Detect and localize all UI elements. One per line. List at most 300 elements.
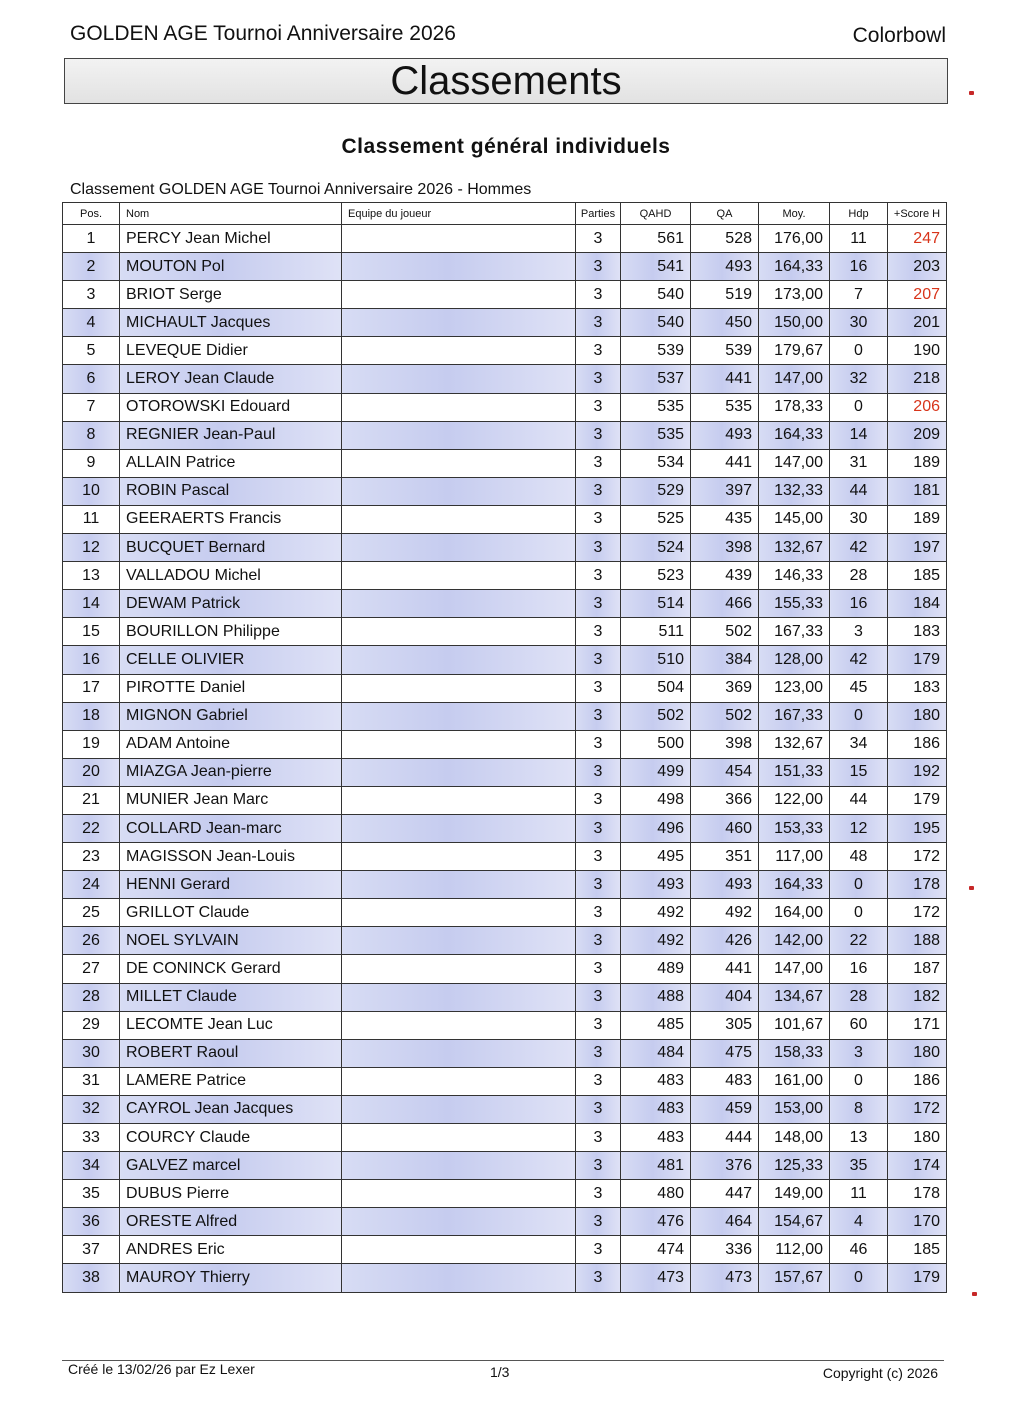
cell-score: 174 <box>888 1152 947 1180</box>
cell-avg: 122,00 <box>759 786 830 814</box>
cell-name: NOEL SYLVAIN <box>120 927 342 955</box>
cell-avg: 112,00 <box>759 1236 830 1264</box>
cell-hdp: 35 <box>830 1152 888 1180</box>
cell-games: 3 <box>576 590 621 618</box>
cell-avg: 167,33 <box>759 702 830 730</box>
cell-avg: 164,00 <box>759 899 830 927</box>
table-row <box>63 534 947 562</box>
cell-qahd: 537 <box>621 365 691 393</box>
cell-qa: 473 <box>691 1264 759 1292</box>
cell-hdp: 60 <box>830 1011 888 1039</box>
cell-avg: 101,67 <box>759 1011 830 1039</box>
table-row <box>63 1095 947 1123</box>
cell-qa: 493 <box>691 871 759 899</box>
cell-games: 3 <box>576 786 621 814</box>
cell-qa: 398 <box>691 534 759 562</box>
cell-team <box>342 646 576 674</box>
cell-score: 188 <box>888 927 947 955</box>
cell-hdp: 44 <box>830 477 888 505</box>
cell-games: 3 <box>576 1208 621 1236</box>
table-row <box>63 1011 947 1039</box>
cell-pos: 17 <box>63 674 120 702</box>
cell-games: 3 <box>576 1264 621 1292</box>
cell-score: 180 <box>888 702 947 730</box>
cell-team <box>342 983 576 1011</box>
cell-hdp: 12 <box>830 814 888 842</box>
cell-score: 247 <box>888 225 947 253</box>
table-row <box>63 1208 947 1236</box>
table-row <box>63 449 947 477</box>
cell-score: 190 <box>888 337 947 365</box>
cell-games: 3 <box>576 1124 621 1152</box>
cell-hdp: 42 <box>830 646 888 674</box>
cell-qahd: 535 <box>621 393 691 421</box>
cell-team <box>342 365 576 393</box>
cell-avg: 153,33 <box>759 814 830 842</box>
cell-score: 179 <box>888 1264 947 1292</box>
cell-hdp: 3 <box>830 1039 888 1067</box>
cell-hdp: 22 <box>830 927 888 955</box>
cell-games: 3 <box>576 730 621 758</box>
cell-qahd: 535 <box>621 421 691 449</box>
cell-qa: 535 <box>691 393 759 421</box>
cell-avg: 117,00 <box>759 843 830 871</box>
cell-name: MOUTON Pol <box>120 253 342 281</box>
cell-pos: 29 <box>63 1011 120 1039</box>
cell-avg: 167,33 <box>759 618 830 646</box>
cell-games: 3 <box>576 1039 621 1067</box>
cell-qahd: 483 <box>621 1095 691 1123</box>
cell-hdp: 0 <box>830 899 888 927</box>
cell-qa: 475 <box>691 1039 759 1067</box>
cell-pos: 11 <box>63 505 120 533</box>
cell-qa: 493 <box>691 421 759 449</box>
cell-games: 3 <box>576 1180 621 1208</box>
cell-qahd: 473 <box>621 1264 691 1292</box>
cell-team <box>342 534 576 562</box>
cell-avg: 134,67 <box>759 983 830 1011</box>
cell-score: 171 <box>888 1011 947 1039</box>
cell-score: 172 <box>888 843 947 871</box>
cell-team <box>342 758 576 786</box>
section-subtitle: Classement général individuels <box>341 135 671 158</box>
cell-score: 203 <box>888 253 947 281</box>
cell-qahd: 489 <box>621 955 691 983</box>
margin-mark <box>969 886 974 890</box>
cell-qahd: 499 <box>621 758 691 786</box>
cell-hdp: 3 <box>830 618 888 646</box>
cell-pos: 19 <box>63 730 120 758</box>
cell-qa: 502 <box>691 702 759 730</box>
col-header-name: Nom <box>120 203 342 225</box>
table-row <box>63 309 947 337</box>
cell-score: 183 <box>888 674 947 702</box>
cell-qa: 539 <box>691 337 759 365</box>
table-row <box>63 843 947 871</box>
cell-name: LEVEQUE Didier <box>120 337 342 365</box>
cell-avg: 142,00 <box>759 927 830 955</box>
cell-pos: 24 <box>63 871 120 899</box>
cell-avg: 153,00 <box>759 1095 830 1123</box>
cell-hdp: 42 <box>830 534 888 562</box>
col-header-hdp: Hdp <box>830 203 888 225</box>
cell-games: 3 <box>576 393 621 421</box>
cell-avg: 132,33 <box>759 477 830 505</box>
cell-pos: 33 <box>63 1124 120 1152</box>
cell-qahd: 476 <box>621 1208 691 1236</box>
cell-qahd: 525 <box>621 505 691 533</box>
cell-qahd: 480 <box>621 1180 691 1208</box>
cell-team <box>342 1067 576 1095</box>
cell-qahd: 540 <box>621 281 691 309</box>
table-row <box>63 983 947 1011</box>
footer-copyright: Copyright (c) 2026 <box>822 1365 938 1381</box>
cell-hdp: 31 <box>830 449 888 477</box>
cell-pos: 36 <box>63 1208 120 1236</box>
cell-score: 184 <box>888 590 947 618</box>
cell-avg: 155,33 <box>759 590 830 618</box>
cell-score: 187 <box>888 955 947 983</box>
cell-hdp: 28 <box>830 562 888 590</box>
cell-qahd: 541 <box>621 253 691 281</box>
cell-qahd: 485 <box>621 1011 691 1039</box>
cell-avg: 128,00 <box>759 646 830 674</box>
cell-hdp: 16 <box>830 590 888 618</box>
cell-games: 3 <box>576 702 621 730</box>
cell-team <box>342 1236 576 1264</box>
cell-score: 186 <box>888 1067 947 1095</box>
cell-score: 180 <box>888 1124 947 1152</box>
cell-qa: 404 <box>691 983 759 1011</box>
table-row <box>63 337 947 365</box>
cell-name: LECOMTE Jean Luc <box>120 1011 342 1039</box>
cell-pos: 4 <box>63 309 120 337</box>
table-row <box>63 421 947 449</box>
cell-pos: 6 <box>63 365 120 393</box>
cell-qahd: 498 <box>621 786 691 814</box>
cell-team <box>342 814 576 842</box>
cell-score: 218 <box>888 365 947 393</box>
cell-hdp: 0 <box>830 393 888 421</box>
cell-name: CAYROL Jean Jacques <box>120 1095 342 1123</box>
cell-name: ROBERT Raoul <box>120 1039 342 1067</box>
cell-pos: 26 <box>63 927 120 955</box>
cell-qahd: 474 <box>621 1236 691 1264</box>
cell-qahd: 495 <box>621 843 691 871</box>
cell-hdp: 8 <box>830 1095 888 1123</box>
cell-name: COURCY Claude <box>120 1124 342 1152</box>
cell-pos: 30 <box>63 1039 120 1067</box>
cell-avg: 145,00 <box>759 505 830 533</box>
cell-name: DUBUS Pierre <box>120 1180 342 1208</box>
cell-score: 189 <box>888 505 947 533</box>
cell-qa: 528 <box>691 225 759 253</box>
cell-name: VALLADOU Michel <box>120 562 342 590</box>
cell-name: MAUROY Thierry <box>120 1264 342 1292</box>
cell-team <box>342 1039 576 1067</box>
cell-qa: 459 <box>691 1095 759 1123</box>
cell-qahd: 534 <box>621 449 691 477</box>
cell-qahd: 500 <box>621 730 691 758</box>
cell-games: 3 <box>576 927 621 955</box>
cell-pos: 7 <box>63 393 120 421</box>
margin-mark <box>972 1292 977 1296</box>
ranking-table <box>62 202 947 1293</box>
table-row <box>63 1039 947 1067</box>
cell-name: OTOROWSKI Edouard <box>120 393 342 421</box>
table-row <box>63 955 947 983</box>
cell-team <box>342 927 576 955</box>
cell-name: ORESTE Alfred <box>120 1208 342 1236</box>
cell-avg: 123,00 <box>759 674 830 702</box>
cell-avg: 164,33 <box>759 253 830 281</box>
cell-qa: 376 <box>691 1152 759 1180</box>
cell-avg: 173,00 <box>759 281 830 309</box>
cell-games: 3 <box>576 674 621 702</box>
cell-team <box>342 421 576 449</box>
cell-games: 3 <box>576 562 621 590</box>
cell-qa: 369 <box>691 674 759 702</box>
cell-pos: 9 <box>63 449 120 477</box>
cell-score: 207 <box>888 281 947 309</box>
table-row <box>63 1067 947 1095</box>
cell-team <box>342 1124 576 1152</box>
cell-pos: 21 <box>63 786 120 814</box>
cell-games: 3 <box>576 309 621 337</box>
cell-qahd: 502 <box>621 702 691 730</box>
table-row <box>63 871 947 899</box>
cell-games: 3 <box>576 1152 621 1180</box>
cell-score: 172 <box>888 1095 947 1123</box>
cell-name: HENNI Gerard <box>120 871 342 899</box>
footer-page-number: 1/3 <box>490 1364 510 1380</box>
cell-qahd: 481 <box>621 1152 691 1180</box>
cell-pos: 3 <box>63 281 120 309</box>
ranking-body <box>63 225 947 1293</box>
cell-qa: 336 <box>691 1236 759 1264</box>
cell-hdp: 28 <box>830 983 888 1011</box>
cell-score: 189 <box>888 449 947 477</box>
cell-games: 3 <box>576 618 621 646</box>
cell-team <box>342 393 576 421</box>
table-row <box>63 814 947 842</box>
cell-avg: 147,00 <box>759 955 830 983</box>
cell-qahd: 514 <box>621 590 691 618</box>
cell-games: 3 <box>576 843 621 871</box>
cell-team <box>342 1208 576 1236</box>
cell-name: BRIOT Serge <box>120 281 342 309</box>
cell-avg: 164,33 <box>759 871 830 899</box>
cell-pos: 35 <box>63 1180 120 1208</box>
event-title: GOLDEN AGE Tournoi Anniversaire 2026 <box>70 22 456 45</box>
cell-team <box>342 1011 576 1039</box>
col-header-qa: QA <box>691 203 759 225</box>
cell-score: 209 <box>888 421 947 449</box>
cell-pos: 32 <box>63 1095 120 1123</box>
cell-qa: 450 <box>691 309 759 337</box>
cell-pos: 10 <box>63 477 120 505</box>
cell-hdp: 16 <box>830 253 888 281</box>
cell-score: 181 <box>888 477 947 505</box>
cell-games: 3 <box>576 365 621 393</box>
cell-hdp: 16 <box>830 955 888 983</box>
cell-games: 3 <box>576 505 621 533</box>
table-row <box>63 590 947 618</box>
cell-name: LAMERE Patrice <box>120 1067 342 1095</box>
table-row <box>63 786 947 814</box>
cell-name: REGNIER Jean-Paul <box>120 421 342 449</box>
cell-score: 197 <box>888 534 947 562</box>
cell-avg: 125,33 <box>759 1152 830 1180</box>
cell-qahd: 483 <box>621 1067 691 1095</box>
table-row <box>63 1236 947 1264</box>
cell-hdp: 0 <box>830 871 888 899</box>
col-header-games: Parties <box>576 203 621 225</box>
cell-qa: 441 <box>691 365 759 393</box>
cell-team <box>342 337 576 365</box>
cell-name: ROBIN Pascal <box>120 477 342 505</box>
table-header-row <box>63 203 947 225</box>
cell-team <box>342 899 576 927</box>
cell-pos: 28 <box>63 983 120 1011</box>
cell-qa: 305 <box>691 1011 759 1039</box>
cell-team <box>342 1152 576 1180</box>
cell-pos: 38 <box>63 1264 120 1292</box>
cell-name: MILLET Claude <box>120 983 342 1011</box>
table-row <box>63 365 947 393</box>
cell-team <box>342 309 576 337</box>
table-row <box>63 1180 947 1208</box>
cell-name: GEERAERTS Francis <box>120 505 342 533</box>
col-header-pos: Pos. <box>63 203 120 225</box>
cell-qa: 447 <box>691 1180 759 1208</box>
cell-hdp: 0 <box>830 1067 888 1095</box>
cell-qa: 439 <box>691 562 759 590</box>
cell-games: 3 <box>576 758 621 786</box>
cell-qahd: 504 <box>621 674 691 702</box>
cell-team <box>342 871 576 899</box>
cell-qahd: 492 <box>621 927 691 955</box>
cell-qa: 435 <box>691 505 759 533</box>
cell-score: 179 <box>888 786 947 814</box>
table-row <box>63 225 947 253</box>
table-row <box>63 253 947 281</box>
cell-qahd: 492 <box>621 899 691 927</box>
cell-qa: 454 <box>691 758 759 786</box>
cell-hdp: 30 <box>830 309 888 337</box>
cell-score: 180 <box>888 1039 947 1067</box>
cell-name: MAGISSON Jean-Louis <box>120 843 342 871</box>
cell-games: 3 <box>576 1067 621 1095</box>
cell-qahd: 510 <box>621 646 691 674</box>
table-row <box>63 505 947 533</box>
cell-score: 182 <box>888 983 947 1011</box>
cell-score: 206 <box>888 393 947 421</box>
cell-hdp: 14 <box>830 421 888 449</box>
cell-name: MIAZGA Jean-pierre <box>120 758 342 786</box>
cell-team <box>342 477 576 505</box>
cell-name: DEWAM Patrick <box>120 590 342 618</box>
cell-team <box>342 590 576 618</box>
cell-hdp: 13 <box>830 1124 888 1152</box>
footer-created: Créé le 13/02/26 par Ez Lexer <box>68 1361 255 1377</box>
venue-name: Colorbowl <box>852 24 946 47</box>
cell-pos: 18 <box>63 702 120 730</box>
cell-avg: 176,00 <box>759 225 830 253</box>
cell-games: 3 <box>576 646 621 674</box>
cell-hdp: 30 <box>830 505 888 533</box>
cell-games: 3 <box>576 449 621 477</box>
cell-pos: 23 <box>63 843 120 871</box>
banner-title: Classements <box>390 59 622 103</box>
cell-name: COLLARD Jean-marc <box>120 814 342 842</box>
cell-qa: 366 <box>691 786 759 814</box>
cell-hdp: 48 <box>830 843 888 871</box>
cell-team <box>342 955 576 983</box>
cell-avg: 158,33 <box>759 1039 830 1067</box>
cell-name: MICHAULT Jacques <box>120 309 342 337</box>
cell-games: 3 <box>576 225 621 253</box>
table-row <box>63 646 947 674</box>
cell-qa: 441 <box>691 449 759 477</box>
cell-qa: 460 <box>691 814 759 842</box>
cell-avg: 161,00 <box>759 1067 830 1095</box>
cell-games: 3 <box>576 534 621 562</box>
col-header-qahd: QAHD <box>621 203 691 225</box>
cell-name: DE CONINCK Gerard <box>120 955 342 983</box>
cell-avg: 178,33 <box>759 393 830 421</box>
margin-mark <box>969 91 974 95</box>
table-row <box>63 1264 947 1292</box>
cell-qahd: 561 <box>621 225 691 253</box>
cell-score: 185 <box>888 1236 947 1264</box>
cell-name: MIGNON Gabriel <box>120 702 342 730</box>
cell-score: 185 <box>888 562 947 590</box>
cell-team <box>342 702 576 730</box>
cell-hdp: 32 <box>830 365 888 393</box>
cell-score: 192 <box>888 758 947 786</box>
cell-qahd: 511 <box>621 618 691 646</box>
cell-games: 3 <box>576 421 621 449</box>
cell-qa: 483 <box>691 1067 759 1095</box>
cell-games: 3 <box>576 477 621 505</box>
cell-name: PIROTTE Daniel <box>120 674 342 702</box>
cell-games: 3 <box>576 955 621 983</box>
cell-games: 3 <box>576 983 621 1011</box>
cell-games: 3 <box>576 253 621 281</box>
cell-name: ALLAIN Patrice <box>120 449 342 477</box>
cell-games: 3 <box>576 814 621 842</box>
cell-pos: 25 <box>63 899 120 927</box>
cell-games: 3 <box>576 281 621 309</box>
cell-name: GALVEZ marcel <box>120 1152 342 1180</box>
cell-qa: 426 <box>691 927 759 955</box>
cell-qa: 493 <box>691 253 759 281</box>
cell-avg: 148,00 <box>759 1124 830 1152</box>
cell-games: 3 <box>576 1011 621 1039</box>
cell-hdp: 11 <box>830 225 888 253</box>
cell-name: BUCQUET Bernard <box>120 534 342 562</box>
cell-avg: 132,67 <box>759 730 830 758</box>
cell-hdp: 7 <box>830 281 888 309</box>
table-row <box>63 1152 947 1180</box>
cell-score: 170 <box>888 1208 947 1236</box>
cell-name: ANDRES Eric <box>120 1236 342 1264</box>
cell-pos: 13 <box>63 562 120 590</box>
cell-score: 172 <box>888 899 947 927</box>
cell-hdp: 11 <box>830 1180 888 1208</box>
cell-team <box>342 843 576 871</box>
